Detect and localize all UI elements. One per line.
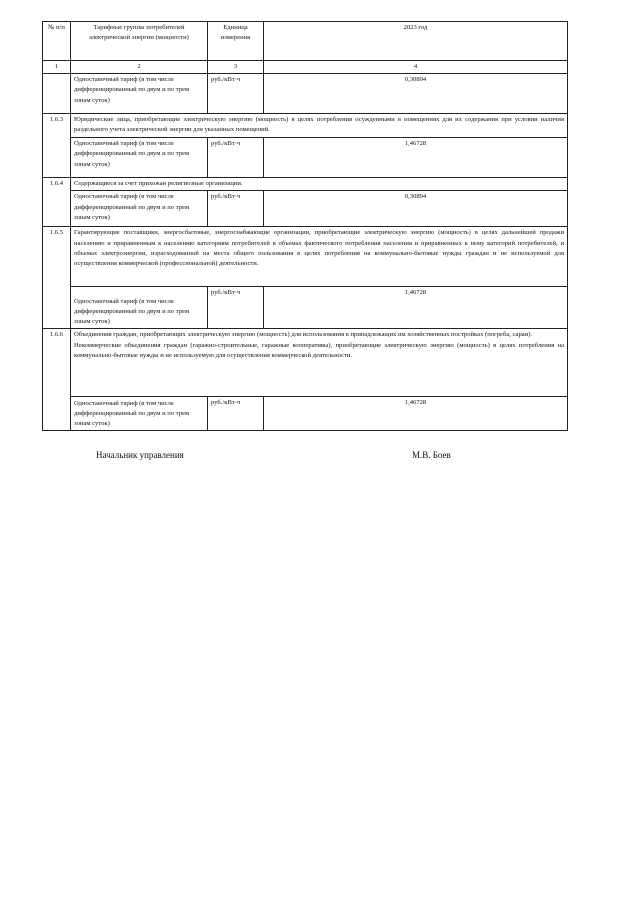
- tariff-name: Одноставочный тариф (в том числе дифференцированный по двум и по трем зонам суток): [71, 287, 208, 329]
- header-num: № п/п: [43, 22, 71, 61]
- value-cell: 1,46728: [264, 138, 568, 178]
- index-cell: 3: [208, 61, 264, 74]
- section-description-part: Некоммерческие объединения граждан (гаражно-строительные, гаражные кооперативы), приобретающие электрическую энергию (мощность) в целях потребления на коммунально-бытовые нужды и не используемую для осуществления коммерческой деятельности.: [74, 341, 564, 359]
- table-header-row: [43, 22, 568, 61]
- section-description: Гарантирующие поставщики, энергосбытовые, энергоснабжающие организации, приобретающие электрическую энергию (мощность) в целях дальнейшей продажи населению и приравненным к населению категориям потребителей в объемах фактического потребления населения и приравненных к нему категорий потребителей, и объемах электроэнергии, израсходованной на места общего пользования в целях потребления на коммунально-бытовые нужды граждан и не используемой для осуществления коммерческой (профессиональной) деятельности.: [71, 227, 568, 287]
- table-row: [43, 191, 568, 227]
- column-index-row: [43, 61, 568, 74]
- section-row: [43, 178, 568, 191]
- header-unit: Единица измерения: [208, 22, 264, 61]
- table-row: [43, 287, 568, 329]
- unit-cell: руб./кВт·ч: [208, 74, 264, 114]
- section-description: Юридические лица, приобретающие электрическую энергию (мощность) в целях потребления осужденными в помещениях для их содержания при условии наличия раздельного учета электрической энергии для указанных помещений.: [71, 114, 568, 138]
- tariff-name: Одноставочный тариф (в том числе дифференцированный по двум и по трем зонам суток): [71, 74, 208, 114]
- unit-cell: руб./кВт·ч: [208, 138, 264, 178]
- index-cell: 4: [264, 61, 568, 74]
- row-num: [43, 74, 71, 114]
- section-description: Содержащиеся за счет прихожан религиозные организации.: [71, 178, 568, 191]
- tariff-name: Одноставочный тариф (в том числе дифференцированный по двум и по трем зонам суток): [71, 138, 208, 178]
- value-cell: 0,30894: [264, 191, 568, 227]
- unit-cell: руб./кВт·ч: [208, 397, 264, 431]
- section-row: [43, 329, 568, 397]
- row-num: 1.6.3: [43, 114, 71, 178]
- signatory-position: Начальник управления: [96, 450, 184, 460]
- section-row: [43, 114, 568, 138]
- value-cell: 1,46728: [264, 287, 568, 329]
- table-row: [43, 397, 568, 431]
- row-num: 1.6.5: [43, 227, 71, 329]
- value-cell: 0,30894: [264, 74, 568, 114]
- section-description-part: Объединения граждан, приобретающих электрическую энергию (мощность) для использования в принадлежащих им хозяйственных постройках (погреба, сараи).: [74, 331, 533, 339]
- header-group: Тарифные группы потребителей электрической энергии (мощности): [71, 22, 208, 61]
- signatory-name: М.В. Боев: [412, 450, 451, 460]
- index-cell: 2: [71, 61, 208, 74]
- table-row: [43, 138, 568, 178]
- tariff-name: Одноставочный тариф (в том числе дифференцированный по двум и по трем зонам суток): [71, 191, 208, 227]
- section-description: [71, 329, 568, 397]
- row-num: 1.6.4: [43, 178, 71, 227]
- header-year: 2023 год: [264, 22, 568, 61]
- tariff-name: Одноставочный тариф (в том числе дифференцированный по двум и по трем зонам суток): [71, 397, 208, 431]
- value-cell: 1,46728: [264, 397, 568, 431]
- unit-cell: руб./кВт·ч: [208, 191, 264, 227]
- tariff-table: [42, 21, 568, 431]
- row-num: 1.6.6: [43, 329, 71, 431]
- index-cell: 1: [43, 61, 71, 74]
- table-row: [43, 74, 568, 114]
- unit-cell: руб./кВт·ч: [208, 287, 264, 329]
- section-row: [43, 227, 568, 287]
